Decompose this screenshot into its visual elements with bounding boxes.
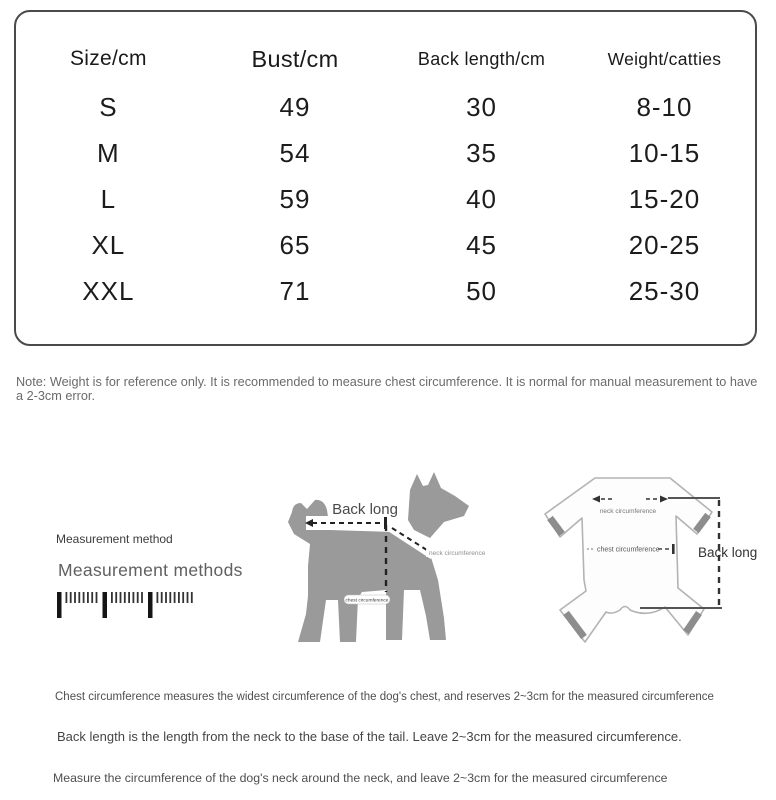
ruler-minor-tick [87,592,89,603]
table-cell: L [100,183,117,214]
table-row [16,130,755,176]
table-cell: S [99,91,118,122]
footnote-neck: Measure the circumference of the dog's neck around the neck, and leave 2~3cm for the measured circumference [53,771,668,785]
measurement-method-label: Measurement method [56,532,173,546]
ruler-minor-tick [83,592,85,603]
ruler-minor-tick [165,592,167,603]
ruler-minor-tick [182,592,184,603]
dog-back-long-label: Back long [332,501,398,518]
table-cell: 10-15 [628,137,701,168]
table-cell: 20-25 [628,229,701,260]
ruler-minor-tick [66,592,68,603]
dog-measurement-diagram [280,448,512,660]
table-row [16,84,755,130]
table-cell: 71 [279,275,311,306]
size-table-body [16,84,755,314]
column-header: Weight/catties [607,48,722,69]
ruler-minor-tick [74,592,76,603]
dog-chest-label: chest circumference [345,598,389,604]
ruler-minor-tick [157,592,159,603]
table-cell: 25-30 [628,275,701,306]
ruler-minor-tick [111,592,113,603]
ruler-minor-tick [187,592,189,603]
dog-head-silhouette [408,472,469,538]
table-cell: 54 [279,137,311,168]
table-cell: 50 [466,275,498,306]
ruler-minor-tick [128,592,130,603]
chest-end-tick [672,544,675,554]
table-cell: 8-10 [636,91,693,122]
ruler-minor-tick [124,592,126,603]
table-row [16,176,755,222]
ruler-minor-tick [141,592,143,603]
table-cell: 30 [466,91,498,122]
garment-back-long-label: Back long [698,545,758,560]
column-header: Back length/cm [417,48,546,69]
note-text: Note: Weight is for reference only. It is recommended to measure chest circumference. It is normal for manual measurement to have a 2-3cm error. [16,375,758,403]
ruler-minor-tick [191,592,193,603]
size-table-header-row [16,34,755,84]
ruler-major-tick [103,592,108,618]
table-cell: 65 [279,229,311,260]
table-cell: XL [91,229,126,260]
garment-neck-label: neck circumference [599,508,657,515]
table-cell: 15-20 [628,183,701,214]
table-cell: 49 [279,91,311,122]
ruler-icon [56,591,198,621]
ruler-minor-tick [78,592,80,603]
garment-measurement-diagram [540,452,776,660]
ruler-minor-tick [161,592,163,603]
table-cell: 45 [466,229,498,260]
table-cell: XXL [82,275,135,306]
footnote-back-length: Back length is the length from the neck to the base of the tail. Leave 2~3cm for the measured circumference. [57,729,682,744]
table-cell: 59 [279,183,311,214]
table-cell: 40 [466,183,498,214]
table-row [16,268,755,314]
table-row [16,222,755,268]
ruler-minor-tick [120,592,122,603]
ruler-minor-tick [174,592,176,603]
table-cell: 35 [466,137,498,168]
garment-chest-label: chest circumference [597,546,660,554]
ruler-minor-tick [70,592,72,603]
ruler-minor-tick [169,592,171,603]
table-cell: M [97,137,120,168]
ruler-minor-tick [96,592,98,603]
ruler-minor-tick [137,592,139,603]
size-table [14,10,757,346]
dog-neck-label: neck circumference [429,550,486,557]
ruler-minor-tick [178,592,180,603]
ruler-minor-tick [133,592,135,603]
ruler-major-tick [148,592,153,618]
column-header: Bust/cm [251,45,339,72]
ruler-minor-tick [115,592,117,603]
measurement-methods-title: Measurement methods [58,560,243,580]
ruler-minor-tick [91,592,93,603]
footnote-chest: Chest circumference measures the widest circumference of the dog's chest, and reserves 2~3cm for the measured circumference [55,691,714,703]
column-header: Size/cm [69,47,147,70]
ruler-major-tick [57,592,62,618]
